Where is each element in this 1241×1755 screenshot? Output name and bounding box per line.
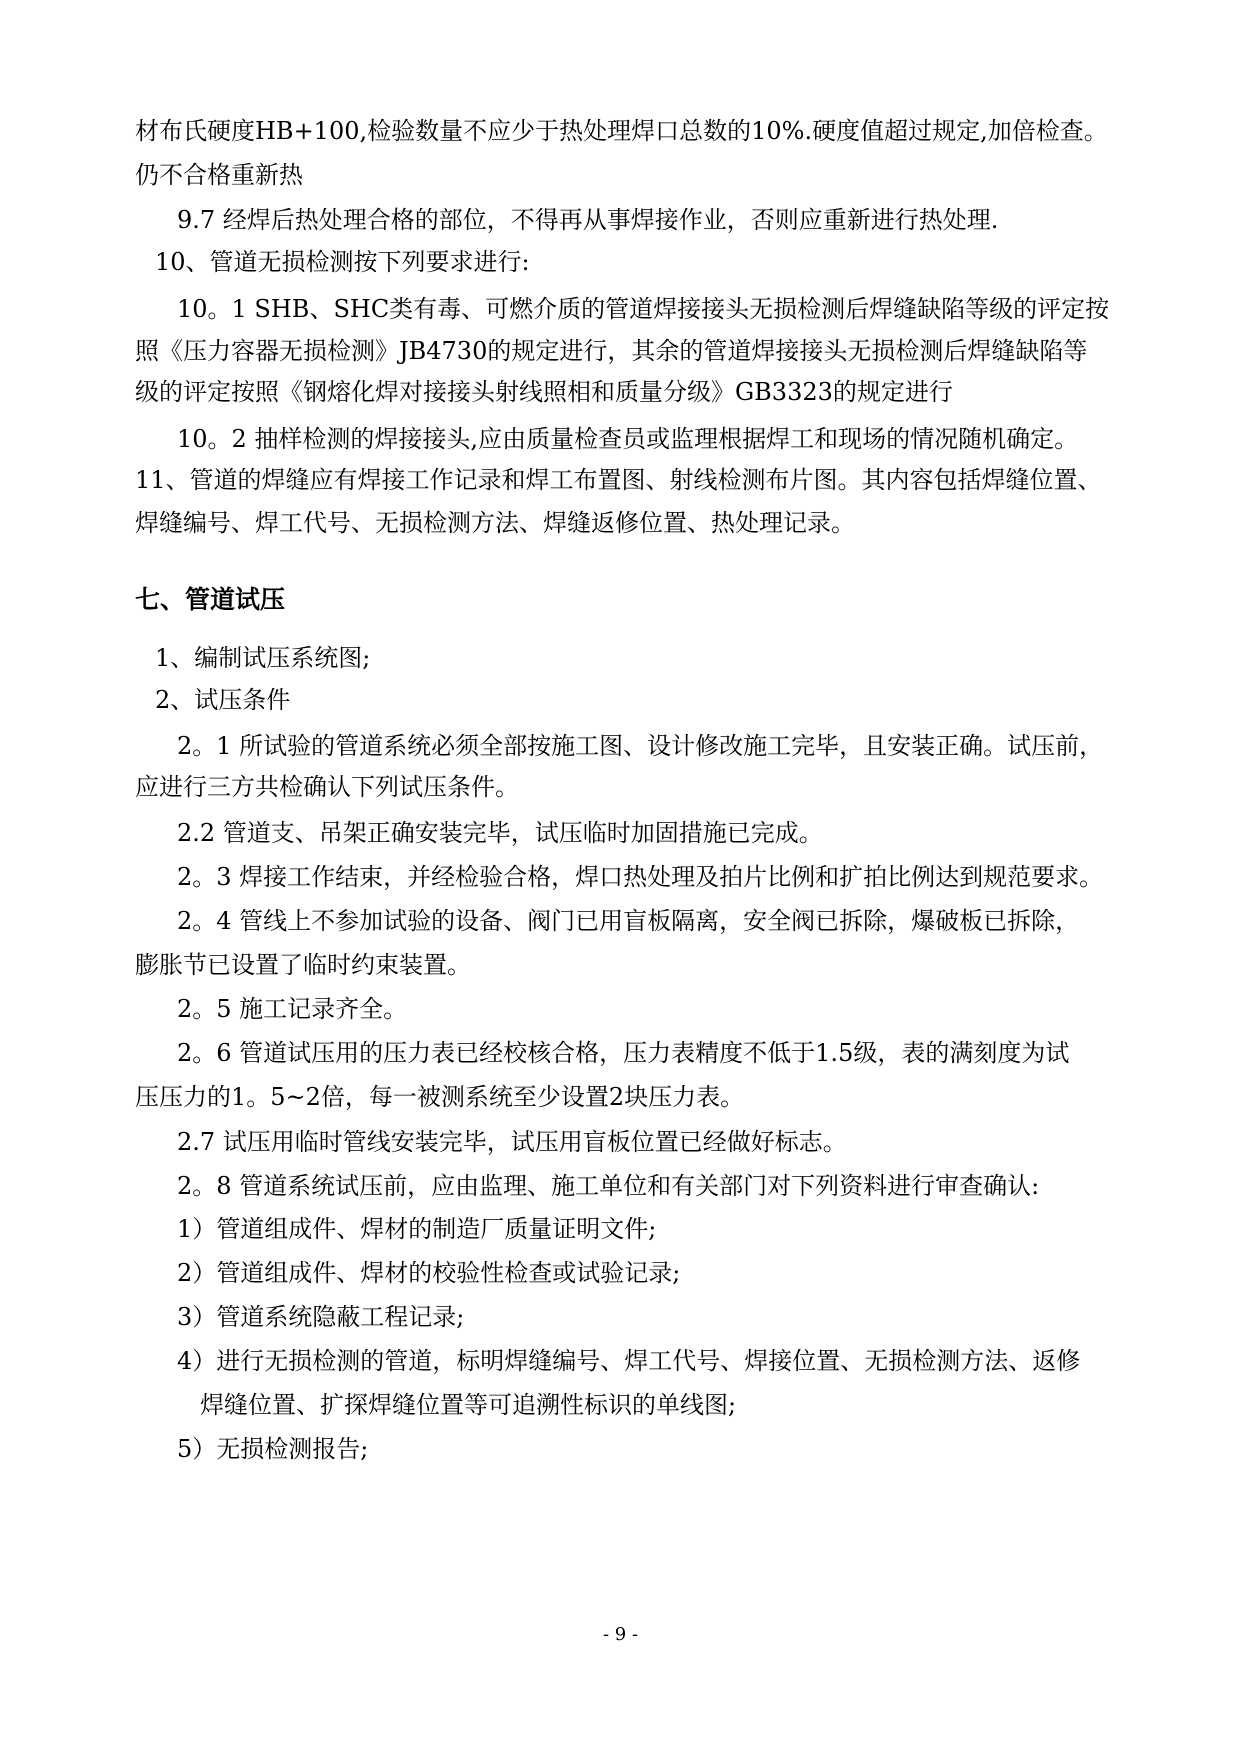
list-item: 1）管道组成件、焊材的制造厂质量证明文件;: [177, 1215, 657, 1243]
list-item: 2。1 所试验的管道系统必须全部按施工图、设计修改施工完毕，且安装正确。试压前，: [177, 732, 1104, 760]
paragraph-line: 10、管道无损检测按下列要求进行:: [155, 248, 530, 276]
list-item: 2。8 管道系统试压前，应由监理、施工单位和有关部门对下列资料进行审查确认:: [177, 1172, 1040, 1200]
paragraph-line: 焊缝编号、焊工代号、无损检测方法、焊缝返修位置、热处理记录。: [135, 509, 855, 537]
list-item: 2。6 管道试压用的压力表已经校核合格，压力表精度不低于1.5级，表的满刻度为试: [177, 1039, 1070, 1067]
paragraph-line: 仍不合格重新热: [135, 161, 303, 189]
list-item: 应进行三方共检确认下列试压条件。: [135, 773, 519, 801]
list-item: 焊缝位置、扩探焊缝位置等可追溯性标识的单线图;: [200, 1391, 737, 1419]
list-item: 5）无损检测报告;: [177, 1435, 369, 1463]
list-item: 压压力的1。5~2倍，每一被测系统至少设置2块压力表。: [135, 1083, 745, 1111]
list-item: 3）管道系统隐蔽工程记录;: [177, 1303, 465, 1331]
list-item: 2。3 焊接工作结束，并经检验合格，焊口热处理及拍片比例和扩拍比例达到规范要求。: [177, 863, 1104, 891]
list-item: 2。5 施工记录齐全。: [177, 995, 408, 1023]
paragraph-line: 级的评定按照《钢熔化焊对接接头射线照相和质量分级》GB3323的规定进行: [135, 378, 953, 406]
list-item: 2、试压条件: [155, 686, 291, 714]
paragraph-line: 9.7 经焊后热处理合格的部位，不得再从事焊接作业，否则应重新进行热处理.: [177, 206, 999, 234]
list-item: 2）管道组成件、焊材的校验性检查或试验记录;: [177, 1259, 681, 1287]
paragraph-line: 11、管道的焊缝应有焊接工作记录和焊工布置图、射线检测布片图。其内容包括焊缝位置、: [135, 466, 1102, 494]
paragraph-line: 10。2 抽样检测的焊接接头,应由质量检查员或监理根据焊工和现场的情况随机确定。: [177, 425, 1079, 453]
list-item: 膨胀节已设置了临时约束装置。: [135, 951, 471, 979]
list-item: 2.2 管道支、吊架正确安装完毕，试压临时加固措施已完成。: [177, 819, 823, 847]
section-heading: 七、管道试压: [135, 585, 286, 614]
paragraph-line: 材布氏硬度HB+100,检验数量不应少于热处理焊口总数的10%.硬度值超过规定,加倍检查。: [135, 117, 1108, 145]
list-item: 2。4 管线上不参加试验的设备、阀门已用盲板隔离，安全阀已拆除，爆破板已拆除，: [177, 907, 1080, 935]
paragraph-line: 照《压力容器无损检测》JB4730的规定进行，其余的管道焊接接头无损检测后焊缝缺陷等: [135, 337, 1088, 365]
paragraph-line: 10。1 SHB、SHC类有毒、可燃介质的管道焊接接头无损检测后焊缝缺陷等级的评定按: [177, 295, 1110, 323]
list-item: 2.7 试压用临时管线安装完毕，试压用盲板位置已经做好标志。: [177, 1128, 847, 1156]
list-item: 4）进行无损检测的管道，标明焊缝编号、焊工代号、焊接位置、无损检测方法、返修: [177, 1347, 1081, 1375]
list-item: 1、编制试压系统图;: [155, 644, 371, 672]
page-number: - 9 -: [602, 1624, 639, 1645]
